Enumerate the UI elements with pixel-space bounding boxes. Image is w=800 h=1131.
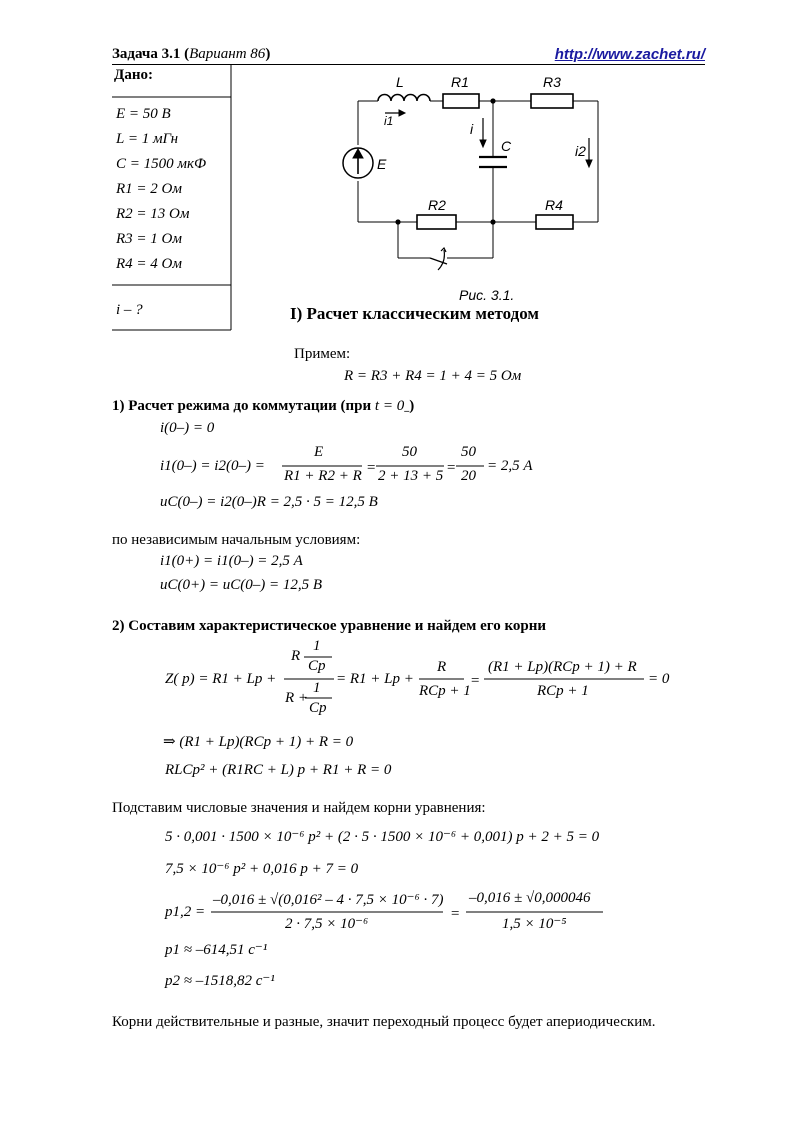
z-mid: = R1 + Lp + xyxy=(336,671,414,687)
site-link[interactable]: http://www.zachet.ru/ xyxy=(554,46,705,63)
label-r4: R4 xyxy=(545,197,563,213)
indep-label: по независимым начальным условиям: xyxy=(112,532,361,548)
eq-uc-plus: uC(0+) = uC(0–) = 12,5 В xyxy=(160,577,323,593)
eq-implication: ⇒ (R1 + Lp)(RCp + 1) + R = 0 xyxy=(163,734,354,750)
z-frac3-den: RCp + 1 xyxy=(537,683,589,699)
p12-frac1-den: 2 · 7,5 × 10⁻⁶ xyxy=(285,916,369,932)
given-item: R4 = 4 Ом xyxy=(116,256,182,272)
label-l: L xyxy=(396,74,404,90)
label-r1: R1 xyxy=(451,74,469,90)
p12-frac1-num: –0,016 ± √(0,016² – 4 · 7,5 × 10⁻⁶ · 7) xyxy=(213,892,444,908)
substitute-intro: Подставим числовые значения и найдем корни уравнения: xyxy=(112,800,486,816)
task-number: Задача 3.1 xyxy=(112,46,181,62)
z-inner2-num: 1 xyxy=(313,680,321,696)
eq-characteristic: RLCp² + (R1RC + L) p + R1 + R = 0 xyxy=(165,762,392,778)
label-e: E xyxy=(377,156,387,172)
svg-text:=: = xyxy=(450,906,461,922)
eq-uc: uC(0–) = i2(0–)R = 2,5 · 5 = 12,5 В xyxy=(160,494,378,510)
step1-title-t: t = 0 xyxy=(374,398,405,414)
r-equivalent: R = R3 + R4 = 1 + 4 = 5 Ом xyxy=(344,368,522,384)
frac1-num: E xyxy=(314,444,324,460)
z-big-den: R + xyxy=(285,690,309,706)
eq-i1-result: = 2,5 А xyxy=(487,458,533,474)
svg-text:=: = xyxy=(366,460,377,476)
root-p1: p1 ≈ –614,51 с⁻¹ xyxy=(165,942,268,958)
given-item: L = 1 мГн xyxy=(116,131,179,147)
root-p2: p2 ≈ –1518,82 с⁻¹ xyxy=(165,973,275,989)
frac3-den: 20 xyxy=(461,468,476,484)
z-frac2-den: RCp + 1 xyxy=(419,683,471,699)
task-header: Задача 3.1 (Вариант 86) xyxy=(112,46,271,62)
p12-lhs: p1,2 = xyxy=(165,904,206,920)
z-frac2-num: R xyxy=(437,659,447,675)
p12-frac2-num: –0,016 ± √0,000046 xyxy=(469,890,591,906)
frac3-num: 50 xyxy=(461,444,476,460)
section-title: I) Расчет классическим методом xyxy=(290,304,539,323)
label-r3: R3 xyxy=(543,74,561,90)
z-frac3-num: (R1 + Lp)(RCp + 1) + R xyxy=(488,659,637,675)
accept-label: Примем: xyxy=(294,346,351,362)
label-i: i xyxy=(470,121,474,137)
step1-title-suffix: ) xyxy=(409,398,415,414)
given-item: C = 1500 мкФ xyxy=(116,156,207,172)
given-title: Дано: xyxy=(114,67,153,83)
given-item: R1 = 2 Ом xyxy=(116,181,182,197)
z-zero: = 0 xyxy=(648,671,670,687)
frac1-den: R1 + R2 + R xyxy=(284,468,362,484)
p12-frac2-den: 1,5 × 10⁻⁵ xyxy=(502,916,567,932)
given-item: R3 = 1 Ом xyxy=(116,231,182,247)
figure-caption: Рис. 3.1. xyxy=(459,287,515,303)
eq-simplified: 7,5 × 10⁻⁶ p² + 0,016 p + 7 = 0 xyxy=(165,861,359,877)
eq-i1-lhs: i1(0–) = i2(0–) = xyxy=(160,458,265,474)
given-item: R2 = 13 Ом xyxy=(116,206,190,222)
label-c: C xyxy=(501,138,512,154)
z-inner-den: Cp xyxy=(308,658,326,674)
label-r2: R2 xyxy=(428,197,446,213)
step1-title-prefix: 1) Расчет режима до коммутации (при xyxy=(112,398,375,414)
eq-i1-plus: i1(0+) = i1(0–) = 2,5 А xyxy=(160,553,303,569)
label-i1: i1 xyxy=(384,114,394,128)
given-find: i – ? xyxy=(116,302,143,318)
label-i2: i2 xyxy=(575,143,586,159)
svg-text:=: = xyxy=(470,673,481,689)
frac2-den: 2 + 13 + 5 xyxy=(378,468,444,484)
svg-text:=: = xyxy=(446,460,457,476)
z-lhs: Z( p) = R1 + Lp + xyxy=(165,671,277,687)
step2-title: 2) Составим характеристическое уравнение и найдем его корни xyxy=(112,618,547,634)
z-big-num-r: R xyxy=(291,648,301,664)
given-item: E = 50 В xyxy=(116,106,171,122)
frac2-num: 50 xyxy=(402,444,417,460)
z-inner2-den: Cp xyxy=(309,700,327,716)
step1-title: 1) Расчет режима до коммутации (при $t = 0_-$) xyxy=(112,398,415,417)
conclusion: Корни действительные и разные, значит переходный процесс будет апериодическим. xyxy=(112,1014,656,1030)
eq-numeric: 5 · 0,001 · 1500 × 10⁻⁶ p² + (2 · 5 · 1500 × 10⁻⁶ + 0,001) p + 2 + 5 = 0 xyxy=(165,829,600,845)
task-variant: Вариант 86 xyxy=(189,46,266,62)
z-inner-num: 1 xyxy=(313,638,321,654)
eq-i0: i(0–) = 0 xyxy=(160,420,215,436)
